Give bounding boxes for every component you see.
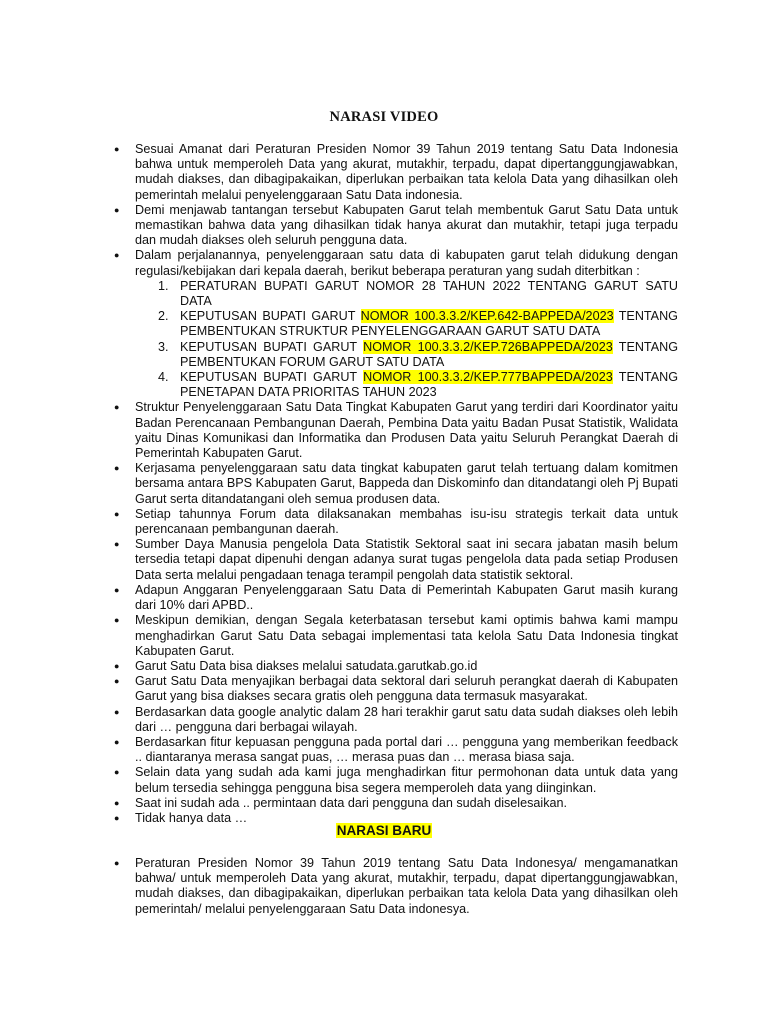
regulation-item [135, 370, 678, 400]
regulation-number: 3. [158, 339, 169, 354]
list-item [0, 248, 678, 400]
list-item: ● Berdasarkan data google analytic dalam 28 hari terakhir garut satu data sudah diakses oleh lebih dari … pengguna dari berbagai wilayah. [0, 705, 678, 735]
list-item: ● Peraturan Presiden Nomor 39 Tahun 2019 tentang Satu Data Indonesya/ mengamanatkan bahwa/ untuk memperoleh Data yang akurat, mutakhir, terpadu, dapat dipertanggungjawabkan, mudah diakses, dan dibagipakaikan, diperlukan perbaikan tata kelola Data yang dihasilkan oleh pemerintah/ melalui penyelenggaraan Satu Data indonesya. [0, 856, 678, 917]
regulation-subject: TENTANG PEMBENTUKAN STRUKTUR PENYELENGGARAAN GARUT SATU DATA [180, 309, 678, 339]
page-title: NARASI VIDEO [329, 109, 439, 125]
section-title [0, 823, 768, 838]
regulation-item [135, 279, 678, 309]
list-item: ● Meskipun demikian, dengan Segala keterbatasan tersebut kami optimis bahwa kami mampu menghadirkan Garut Satu Data sebagai implementasi tata kelola Satu Data Indonesia tingkat Kabupaten Garut. [0, 613, 678, 659]
list-item: ● Kerjasama penyelenggaraan satu data tingkat kabupaten garut telah tertuang dalam komitmen bersama antara BPS Kabupaten Garut, Bappeda dan Diskominfo dan ditandatangi oleh Pj Bupati Garut serta ditandatangani oleh semua produsen data. [0, 461, 678, 507]
regulation-number: 1. [158, 278, 169, 293]
regulation-number: 4. [158, 370, 169, 385]
regulation-item [135, 309, 678, 339]
regulation-text: KEPUTUSAN BUPATI GARUT [180, 309, 361, 324]
regulation-number-highlight: NOMOR 100.3.3.2/KEP.777BAPPEDA/2023 [363, 370, 613, 385]
regulation-number-highlight: NOMOR 100.3.3.2/KEP.642-BAPPEDA/2023 [360, 309, 614, 324]
list-item: ● Sesuai Amanat dari Peraturan Presiden Nomor 39 Tahun 2019 tentang Satu Data Indonesia bahwa untuk memperoleh Data yang akurat, mutakhir, terpadu, dapat dipertanggungjawabkan, mudah diakses, dan dibagipakaikan, diperlukan perbaikan tata kelola Data yang dihasilkan oleh pemerintah melalui penyelenggaraan Satu Data indonesia. [0, 142, 678, 203]
section-title-text: NARASI BARU [336, 823, 432, 838]
list-item: ● Adapun Anggaran Penyelenggaraan Satu Data di Pemerintah Kabupaten Garut masih kurang dari 10% dari APBD.. [0, 583, 678, 613]
bullet-list-1 [0, 142, 678, 826]
list-item: ● Berdasarkan fitur kepuasan pengguna pada portal dari … pengguna yang memberikan feedback .. diantaranya merasa sangat puas, … merasa puas dan … merasa biasa saja. [0, 735, 678, 765]
regulation-subject: TENTANG PEMBENTUKAN FORUM GARUT SATU DATA [180, 339, 678, 369]
list-item: ● Demi menjawab tantangan tersebut Kabupaten Garut telah membentuk Garut Satu Data untuk memastikan bahwa data yang dihasilkan tidak hanya akurat dan mutakhir, tetapi juga terpadu dan mudah diakses oleh seluruh pengguna data. [0, 203, 678, 249]
list-item: ● Sumber Daya Manusia pengelola Data Statistik Sektoral saat ini secara jabatan masih belum tersedia tetapi dapat dipenuhi dengan adanya surat tugas pengelola data pada setiap Produsen Data serta melalui pengadaan tenaga terampil pengolah data statistik sektoral. [0, 537, 678, 583]
regulation-number: 2. [158, 309, 169, 324]
list-item: ● Saat ini sudah ada .. permintaan data dari pengguna dan sudah diselesaikan. [0, 796, 678, 811]
list-item: ● Selain data yang sudah ada kami juga menghadirkan fitur permohonan data untuk data yang belum tersedia sehingga pengguna bisa segera memperoleh data yang diinginkan. [0, 765, 678, 795]
regulation-text: PERATURAN BUPATI GARUT NOMOR 28 TAHUN 2022 TENTANG GARUT SATU DATA [180, 278, 678, 309]
regulation-number-highlight: NOMOR 100.3.3.2/KEP.726BAPPEDA/2023 [363, 339, 613, 354]
bullet-list-2 [0, 856, 678, 917]
regulation-subject: TENTANG PENETAPAN DATA PRIORITAS TAHUN 2023 [180, 370, 678, 400]
regulation-item [135, 340, 678, 370]
list-item: ● Garut Satu Data menyajikan berbagai data sektoral dari seluruh perangkat daerah di Kabupaten Garut yang bisa diakses secara gratis oleh pengguna data termasuk masyarakat. [0, 674, 678, 704]
list-item: ● Garut Satu Data bisa diakses melalui satudata.garutkab.go.id [0, 659, 678, 674]
regulation-list [135, 279, 678, 401]
list-item-text: Dalam perjalanannya, penyelenggaraan satu data di kabupaten garut telah didukung dengan regulasi/kebijakan dari kepala daerah, berikut beberapa peraturan yang sudah diterbitkan : [135, 248, 678, 278]
list-item: ● Struktur Penyelenggaraan Satu Data Tingkat Kabupaten Garut yang terdiri dari Koordinator yaitu Badan Perencanaan Pembangunan Daerah, Pembina Data yaitu Badan Pusat Statistik, Walidata yaitu Dinas Komunikasi dan Informatika dan Produsen Data yaitu Seluruh Perangkat Daerah di Pemerintah Kabupaten Garut. [0, 400, 678, 461]
list-item: ● Setiap tahunnya Forum data dilaksanakan membahas isu-isu strategis terkait data untuk perencanaan pembangunan daerah. [0, 507, 678, 537]
regulation-text: KEPUTUSAN BUPATI GARUT [180, 339, 364, 354]
regulation-text: KEPUTUSAN BUPATI GARUT [180, 370, 364, 385]
list-item: ● Tidak hanya data … [0, 811, 678, 826]
